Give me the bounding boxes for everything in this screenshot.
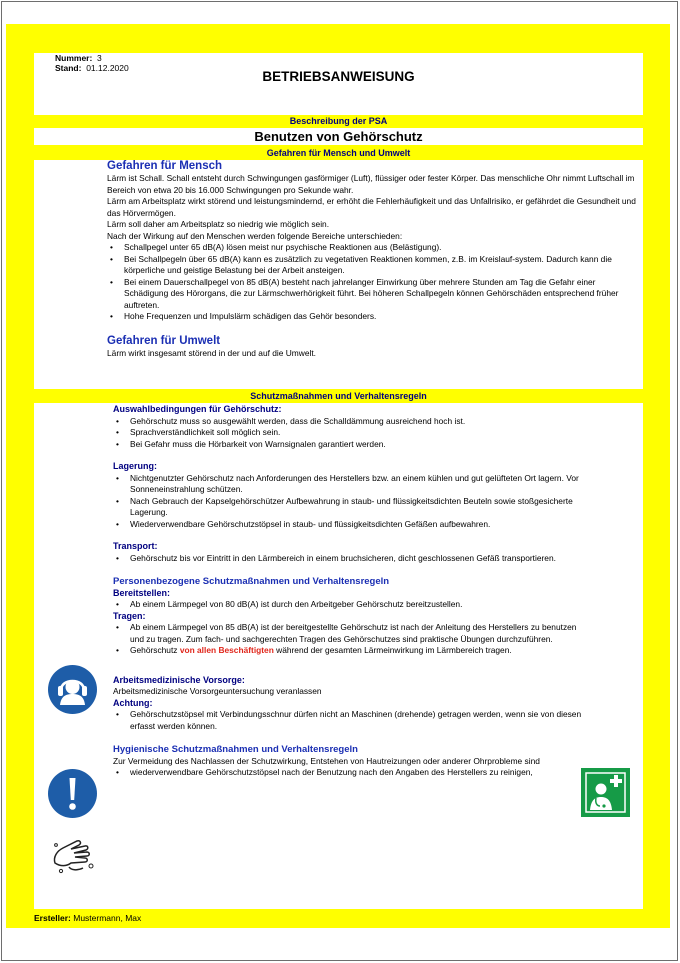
list-item: • Ab einem Lärmpegel von 80 dB(A) ist durch den Arbeitgeber Gehörschutz bereitzustellen.: [113, 599, 585, 611]
storage-list: [113, 473, 585, 531]
list-item: • Nichtgenutzter Gehörschutz nach Anforderungen des Herstellers bzw. an einem kühlen und gut gelüfteten Ort lagern. Vor Sonneneinstrahlung schützen.: [113, 473, 585, 496]
caution-heading: Achtung:: [113, 697, 153, 708]
list-item: • Gehörschutzstöpsel mit Verbindungsschnur dürfen nicht an Maschinen (drehende) getragen werden, wenn sie von diesen erfasst werden können.: [113, 709, 585, 732]
environment-danger-heading: Gefahren für Umwelt: [107, 334, 221, 347]
list-item: • Bei Gefahr muss die Hörbarkeit von Warnsignalen garantiert werden.: [113, 439, 585, 451]
exclamation-icon: [48, 769, 97, 818]
medical-heading: Arbeitsmedizinische Vorsorge:: [113, 674, 245, 685]
measures-content: [113, 404, 585, 779]
hygiene-heading: Hygienische Schutzmaßnahmen und Verhaltensregeln: [113, 744, 358, 755]
danger-content: [107, 160, 637, 359]
list-item: • Ab einem Lärmpegel von 85 dB(A) ist der bereitgestellte Gehörschutz ist nach der Anleitung des Herstellers zu benutzen und zu tragen. Zum fach- und sachgerechten Tragen des Gehörschutzes sind praktische Übungen durchzuführen.: [113, 622, 585, 645]
document-date: Stand: 01.12.2020: [55, 63, 129, 73]
human-paragraph: Lärm soll daher am Arbeitsplatz so niedrig wie möglich sein.: [107, 219, 330, 229]
emphasis-text: von allen Beschäftigten: [179, 645, 274, 655]
list-item: • Gehörschutz bis vor Eintritt in den Lärmbereich in einem bruchsicheren, dicht geschlossenen Gefäß transportieren.: [113, 553, 585, 565]
header-box: [34, 53, 643, 115]
human-danger-list: [107, 242, 637, 323]
list-item: • Hohe Frequenzen und Impulslärm schädigen das Gehör besonders.: [107, 311, 637, 323]
personal-measures-heading: Personenbezogene Schutzmaßnahmen und Verhaltensregeln: [113, 576, 390, 587]
hygiene-text: Zur Vermeidung des Nachlassen der Schutzwirkung, Entstehen von Hautreizungen oder anderer Ohrprobleme sind: [113, 755, 540, 766]
measures-section: [34, 403, 643, 909]
transport-list: [113, 553, 585, 565]
wear-list: [113, 622, 585, 657]
wear-heading: Tragen:: [113, 610, 146, 621]
list-item: • Gehörschutz muss so ausgewählt werden, dass die Schalldämmung ausreichend hoch ist.: [113, 416, 585, 428]
medical-text: Arbeitsmedizinische Vorsorgeuntersuchung veranlassen: [113, 686, 322, 696]
hand-washing-icon: [47, 833, 99, 877]
hearing-protection-icon: [48, 665, 97, 714]
human-paragraph: Lärm ist Schall. Schall entsteht durch Schwingungen gasförmiger (Luft), flüssiger oder fester Körper. Das menschliche Ohr nimmt Luftschall im Bereich von etwa 20 bis 16.000 Schwingungen pro Sekunde wahr.: [107, 173, 635, 195]
list-item: • Gehörschutz von allen Beschäftigten während der gesamten Lärmeinwirkung im Lärmbereich tragen.: [113, 645, 585, 657]
document-title: BETRIEBSANWEISUNG: [262, 69, 415, 84]
environment-danger-text: Lärm wirkt insgesamt störend in der und auf die Umwelt.: [107, 347, 316, 358]
storage-heading: Lagerung:: [113, 461, 157, 471]
psa-label: Beschreibung der PSA: [34, 116, 643, 127]
psa-title: Benutzen von Gehörschutz: [34, 128, 643, 145]
danger-section-bar: Gefahren für Mensch und Umwelt: [34, 148, 643, 159]
measures-section-bar: Schutzmaßnahmen und Verhaltensregeln: [34, 391, 643, 402]
caution-list: [113, 709, 585, 732]
human-paragraph: Lärm am Arbeitsplatz wirkt störend und leistungsmindernd, er erhöht die Fehlerhäufigkeit und das Unfallrisiko, er gefährdet die Gesundheit und das Hörvermögen.: [107, 196, 636, 218]
human-danger-heading: Gefahren für Mensch: [107, 160, 223, 172]
list-item: • Bei einem Dauerschallpegel von 85 dB(A) besteht nach jahrelanger Einwirkung über mehrere Stunden am Tag die Gefahr einer Schädigung des Hörorgans, die zur Lärmschwerhörigkeit führt. Bei höheren Schallpegeln können Gehörschäden entsprechend früher auftreten.: [107, 277, 637, 312]
human-paragraph: Nach der Wirkung auf den Menschen werden folgende Bereiche unterschieden:: [107, 230, 403, 241]
creator-line: Ersteller: Mustermann, Max: [34, 913, 142, 923]
list-item: • Sprachverständlichkeit soll möglich sein.: [113, 427, 585, 439]
selection-heading: Auswahlbedingungen für Gehörschutz:: [113, 404, 282, 414]
transport-heading: Transport:: [113, 541, 158, 551]
provide-heading: Bereitstellen:: [113, 587, 171, 598]
document-number: Nummer: 3: [55, 53, 102, 63]
selection-list: [113, 416, 585, 451]
list-item: • Wiederverwendbare Gehörschutzstöpsel in staub- und flüssigkeitsdichten Gefäßen aufbewahren.: [113, 519, 585, 531]
list-item: • Schallpegel unter 65 dB(A) lösen meist nur psychische Reaktionen aus (Belästigung).: [107, 242, 637, 254]
medical-doctor-icon: [581, 768, 630, 817]
list-item: • Bei Schallpegeln über 65 dB(A) kann es zusätzlich zu vegetativen Reaktionen kommen, z.B. im Kreislauf-system. Dadurch kann die körperliche und geistige Belastung bei der Arbeit ansteigen.: [107, 254, 637, 277]
provide-list: [113, 599, 585, 611]
hygiene-list: [113, 767, 585, 779]
danger-section: [34, 160, 643, 389]
list-item: • wiederverwendbare Gehörschutzstöpsel nach der Benutzung nach den Angaben des Herstellers zu reinigen,: [113, 767, 585, 779]
list-item: • Nach Gebrauch der Kapselgehörschützer Aufbewahrung in staub- und flüssigkeitsdichten Beuteln sowie stoßgesicherte Lagerung.: [113, 496, 585, 519]
